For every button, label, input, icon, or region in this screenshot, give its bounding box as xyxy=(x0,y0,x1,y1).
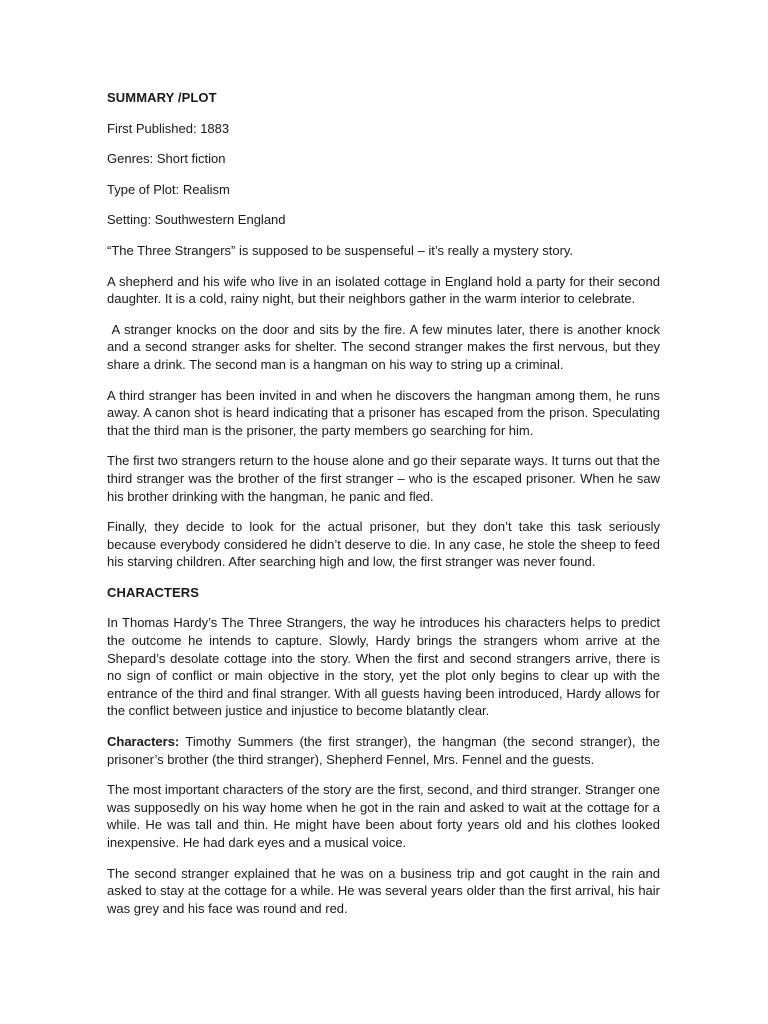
summary-paragraph: A shepherd and his wife who live in an isolated cottage in England hold a party for their second daughter. It is a cold, rainy night, but their neighbors gather in the warm interior to celebrate. xyxy=(107,273,660,307)
genres: Genres: Short fiction xyxy=(107,151,226,167)
characters-paragraph: The most important characters of the story are the first, second, and third stranger. Stranger one was supposedly on his way home when he got in the rain and asked to wait at the cottage for a while. He was tall and thin. He might have been about forty years old and his clothes looked inexpensive. He had dark eyes and a musical voice. xyxy=(107,782,660,850)
first-published: First Published: 1883 xyxy=(107,120,230,136)
summary-heading: SUMMARY /PLOT xyxy=(107,90,217,105)
summary-paragraph: “The Three Strangers” is supposed to be suspenseful – it’s really a mystery story. xyxy=(107,242,574,258)
characters-list xyxy=(107,733,660,768)
type-of-plot: Type of Plot: Realism xyxy=(107,181,230,197)
characters-intro: In Thomas Hardy’s The Three Strangers, the way he introduces his characters helps to predict the outcome he intends to capture. Slowly, Hardy brings the strangers whom arrive at the Shepard’s desolate cottage into the story. When the first and second strangers arrive, there is no sign of conflict or main objective in the story, yet the plot only begins to clear up with the entrance of the third and final stranger. With all guests having been introduced, Hardy allows for the conflict between justice and injustice to become blatantly clear. xyxy=(107,615,660,719)
summary-paragraph: A third stranger has been invited in and when he discovers the hangman among them, he runs away. A canon shot is heard indicating that a prisoner has escaped from the prison. Speculating that the third man is the prisoner, the party members go searching for him. xyxy=(107,387,660,438)
summary-paragraph: Finally, they decide to look for the actual prisoner, but they don’t take this task seriously because everybody considered he didn’t deserve to die. In any case, he stole the sheep to feed his starving children. After searching high and low, the first stranger was never found. xyxy=(107,519,660,570)
characters-paragraph: The second stranger explained that he was on a business trip and got caught in the rain and asked to stay at the cottage for a while. He was several years older than the first arrival, his hair was grey and his face was round and red. xyxy=(107,865,660,916)
characters-list-label: Characters: xyxy=(107,734,180,750)
summary-paragraph: The first two strangers return to the house alone and go their separate ways. It turns out that the third stranger was the brother of the first stranger – who is the escaped prisoner. When he saw his brother drinking with the hangman, he panic and fled. xyxy=(107,453,660,504)
characters-heading: CHARACTERS xyxy=(107,584,199,600)
summary-paragraph: A stranger knocks on the door and sits by the fire. A few minutes later, there is another knock and a second stranger asks for shelter. The second stranger makes the first nervous, but they share a drink. The second man is a hangman on his way to string up a criminal. xyxy=(107,321,664,372)
setting: Setting: Southwestern England xyxy=(107,212,286,228)
characters-list-text: Timothy Summers (the first stranger), the hangman (the second stranger), the prisoner’s brother (the third stranger), Shepherd Fennel, Mrs. Fennel and the guests. xyxy=(107,734,660,767)
